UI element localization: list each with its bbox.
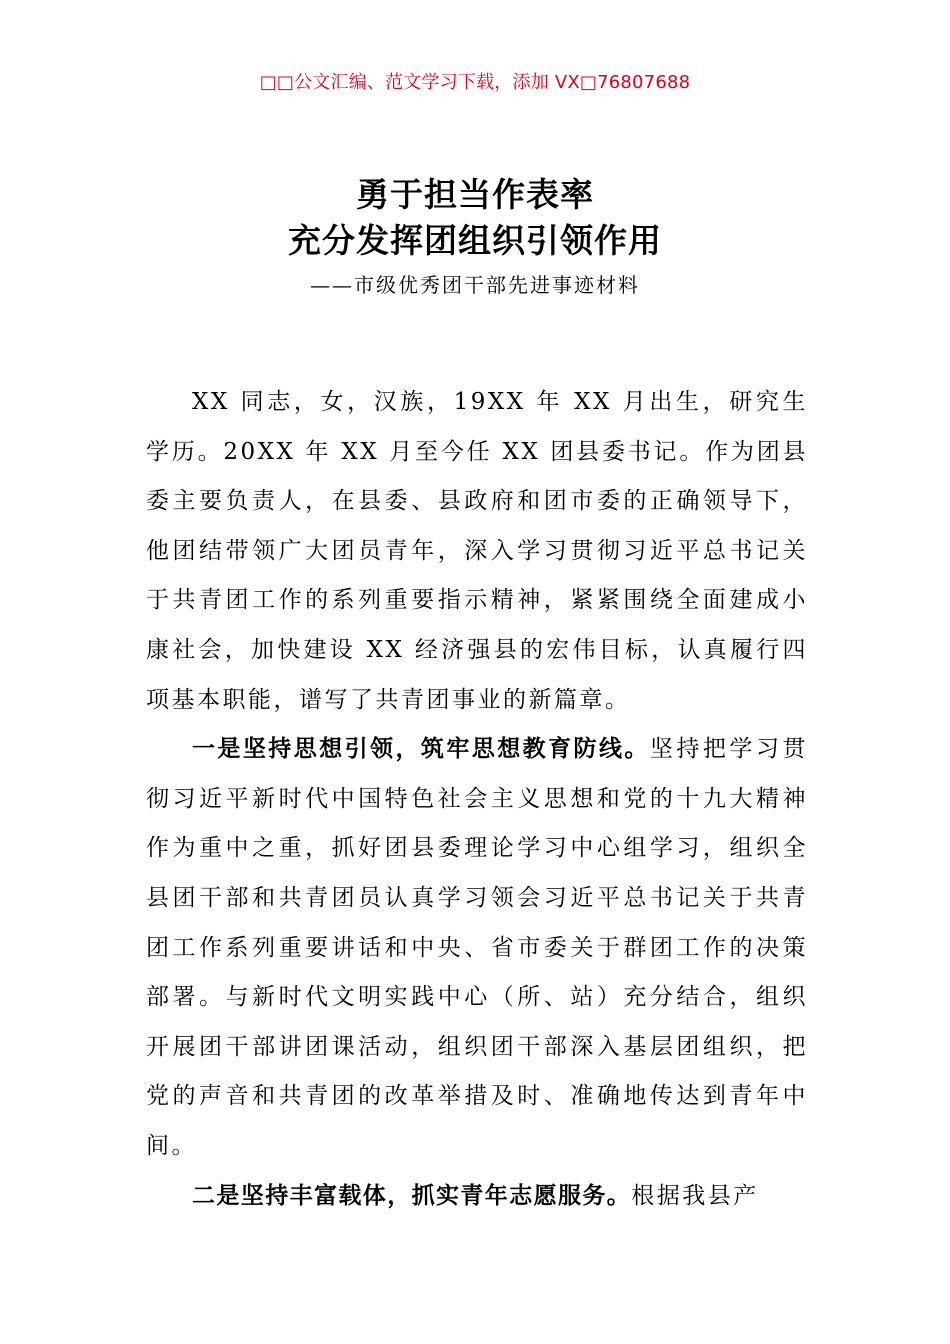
header-note: □□公文汇编、范文学习下载，添加 VX□76807688 — [259, 72, 691, 93]
page-title-line-1: 勇于担当作表率 — [356, 175, 594, 214]
page-title-line-2: 充分发挥团组织引领作用 — [288, 221, 662, 260]
section-1-text: 坚持把学习贯彻习近平新时代中国特色社会主义思想和党的十九大精神作为重中之重，抓好团县委理论学习中心组学习，组织全县团干部和共青团员认真学习领会习近平总书记关于共青团工作系列重要讲话和中央、省市委关于群团工作的决策部署。与新时代文明实践中心（所、站）充分结合，组织开展团干部讲团课活动，组织团干部深入基层团组织，把党的声音和共青团的改革举措及时、准确地传达到青年中间。 — [146, 736, 809, 1159]
section-1-lead: 一是坚持思想引领，筑牢思想教育防线。 — [192, 736, 650, 763]
page-subtitle: ——市级优秀团干部先进事迹材料 — [310, 273, 640, 297]
paragraph-section-2 — [146, 1172, 808, 1222]
title-block — [0, 172, 950, 300]
section-2-text: 根据我县产 — [631, 1182, 759, 1209]
paragraph-intro — [146, 378, 808, 725]
paragraph-section-1 — [146, 725, 808, 1171]
paragraph-intro-text: XX 同志，女，汉族，19XX 年 XX 月出生，研究生学历。20XX 年 XX 月至今任 XX 团县委书记。作为团县委主要负责人，在县委、县政府和团市委的正确领导下，他团结带领广大团员青年，深入学习贯彻习近平总书记关于共青团工作的系列重要指示精神，紧紧围绕全面建成小康社会，加快建设 XX 经济强县的宏伟目标，认真履行四项基本职能，谱写了共青团事业的新篇章。 — [146, 389, 808, 713]
section-2-lead: 二是坚持丰富载体，抓实青年志愿服务。 — [192, 1182, 632, 1209]
document-body — [146, 378, 808, 1221]
